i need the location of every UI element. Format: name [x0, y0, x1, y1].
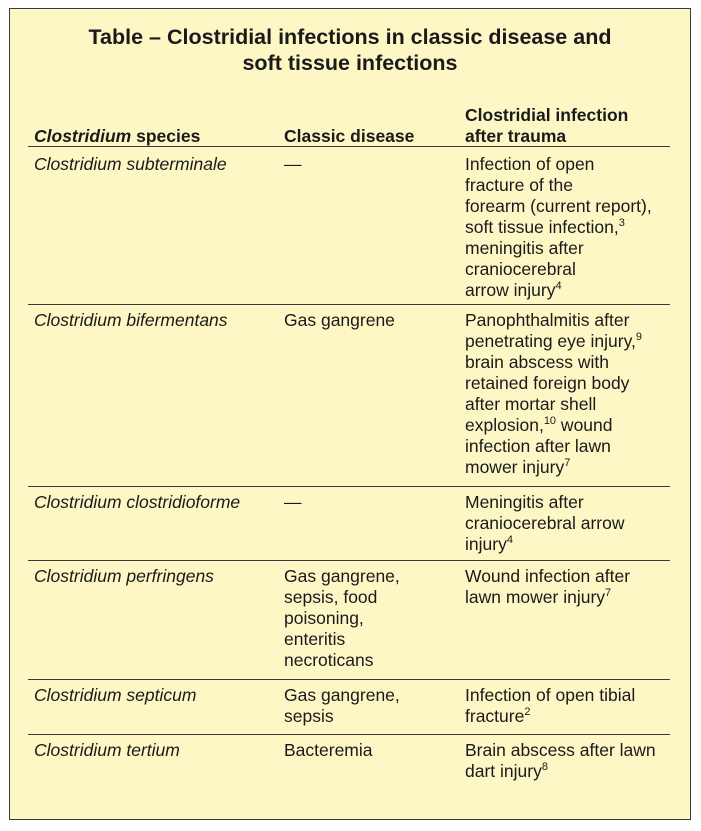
species-cell: Clostridium septicum	[34, 685, 197, 705]
trauma-infection-cell: Panophthalmitis after penetrating eye injury,$^9$ brain abscess with retained foreign body after mortar shell explosion,$^{10}$ wound infection after lawn mower injury$^7$	[465, 310, 643, 477]
reference-number: 7	[605, 587, 612, 600]
species-cell: Clostridium subterminale	[34, 154, 227, 174]
row-divider	[28, 679, 670, 680]
trauma-infection-cell: Infection of open tibial fracture$^2$	[465, 685, 636, 726]
table-title	[10, 24, 690, 76]
header-species: Clostridium species	[34, 126, 201, 146]
row-divider	[28, 146, 670, 147]
table-panel	[9, 8, 691, 820]
row-divider	[28, 734, 670, 735]
classic-disease-cell: Gas gangrene, sepsis, food poisoning, enteritis necroticans	[284, 566, 400, 670]
species-cell: Clostridium perfringens	[34, 566, 214, 586]
classic-disease-cell: Bacteremia	[284, 740, 373, 760]
header-classic-disease: Classic disease	[284, 126, 415, 146]
reference-number: 8	[541, 761, 548, 774]
reference-number: 9	[635, 331, 643, 344]
table-title-line: Table – Clostridial infections in classic disease and	[88, 25, 612, 49]
reference-number: 4	[555, 280, 562, 293]
trauma-infection-cell: Brain abscess after lawn dart injury$^8$	[465, 740, 656, 781]
header-trauma: Clostridial infection after trauma	[465, 105, 629, 146]
table-title-line: soft tissue infections	[242, 51, 458, 75]
species-cell: Clostridium clostridioforme	[34, 492, 241, 512]
classic-disease-cell: —	[284, 492, 302, 512]
row-divider	[28, 560, 670, 561]
reference-number: 3	[618, 217, 625, 230]
trauma-infection-cell: Wound infection after lawn mower injury$^7$	[465, 566, 631, 607]
species-cell: Clostridium bifermentans	[34, 310, 228, 330]
classic-disease-cell: Gas gangrene, sepsis	[284, 685, 400, 726]
trauma-infection-cell: Infection of open fracture of the forearm (current report), soft tissue infection,$^3$ meningitis after craniocerebral arrow injury$^4$	[465, 154, 652, 300]
reference-number: 4	[506, 534, 513, 547]
row-divider	[28, 486, 670, 487]
reference-number: 7	[564, 457, 571, 470]
reference-number: 2	[524, 706, 531, 719]
species-cell: Clostridium tertium	[34, 740, 180, 760]
classic-disease-cell: Gas gangrene	[284, 310, 395, 330]
classic-disease-cell: —	[284, 154, 302, 174]
row-divider	[28, 304, 670, 305]
trauma-infection-cell: Meningitis after craniocerebral arrow injury$^4$	[465, 492, 625, 554]
reference-number: 10	[543, 415, 557, 428]
